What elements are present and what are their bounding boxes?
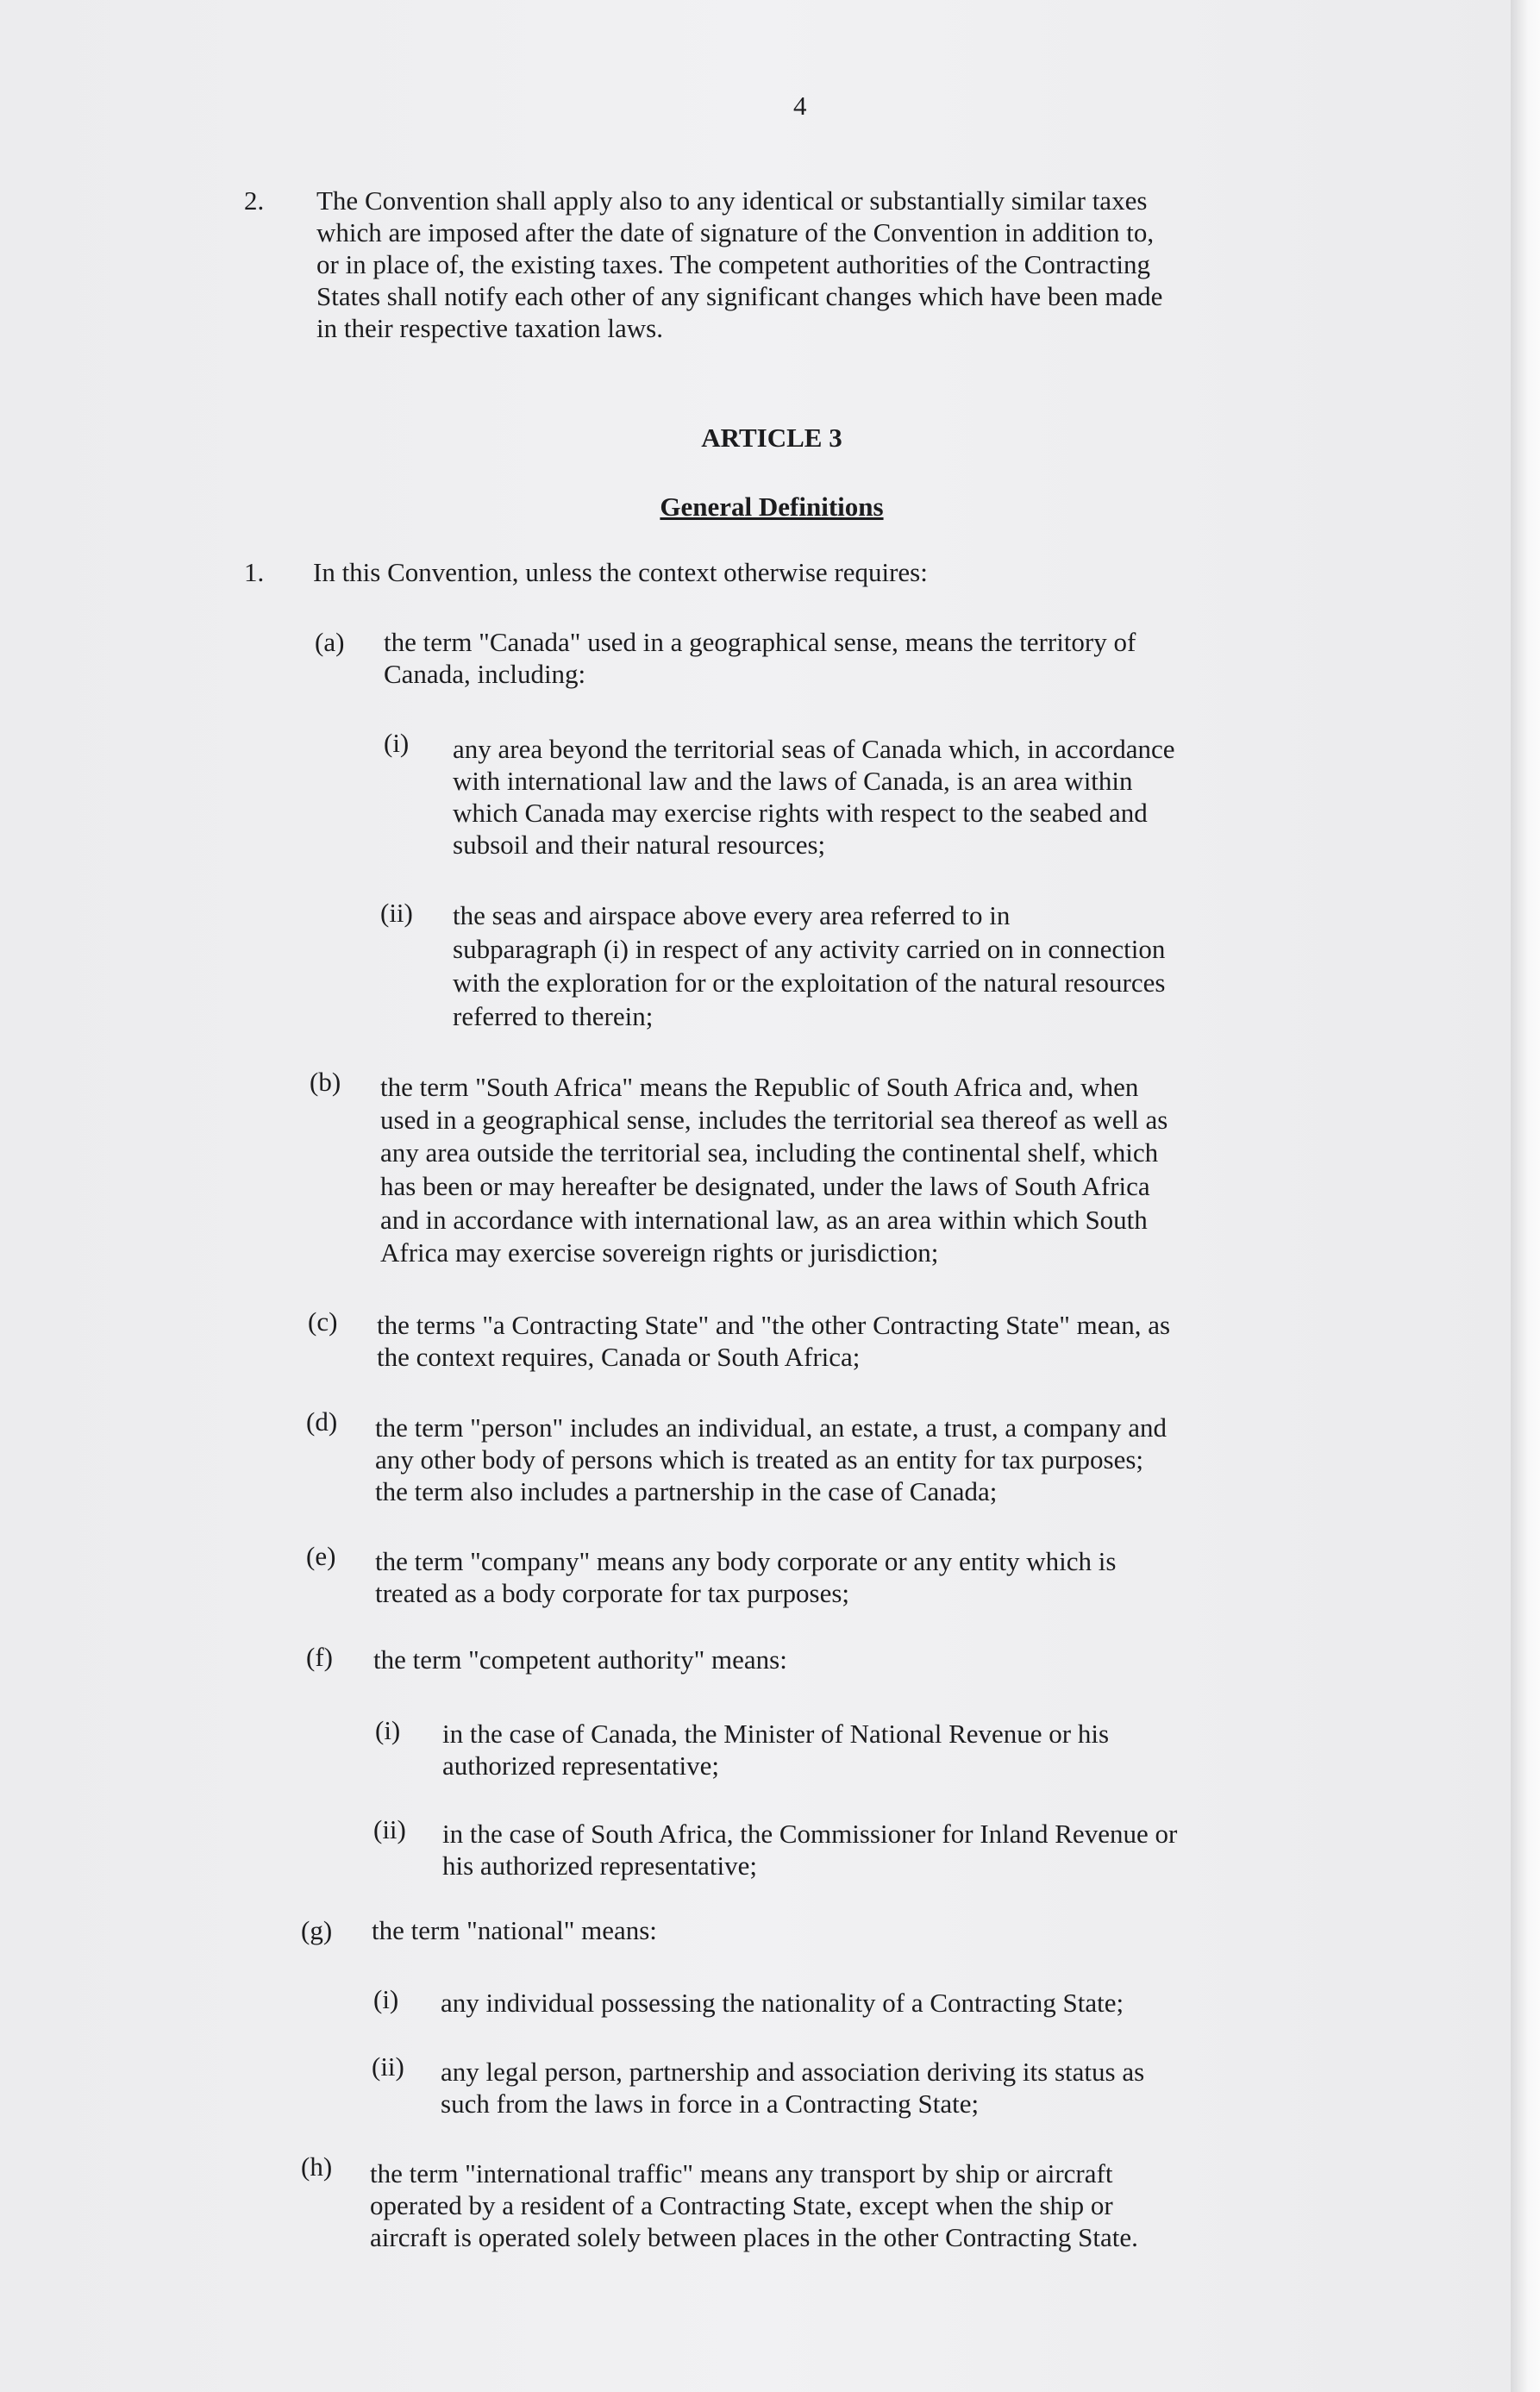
item-f-line: the term "competent authority" means: — [373, 1644, 787, 1675]
item-g-i-line: any individual possessing the nationality of a Contracting State; — [441, 1988, 1124, 2018]
item-f-i-label: (i) — [375, 1715, 401, 1745]
item-a-ii-line: with the exploration for or the exploitation of the natural resources — [453, 967, 1166, 998]
item-g-ii-line: such from the laws in force in a Contracting State; — [441, 2088, 980, 2119]
item-a-line: Canada, including: — [384, 659, 586, 689]
item-h-line: operated by a resident of a Contracting State, except when the ship or — [370, 2190, 1113, 2220]
item-a-i-line: which Canada may exercise rights with respect to the seabed and — [453, 798, 1148, 828]
item-a-i-line: subsoil and their natural resources; — [453, 830, 826, 860]
item-d-line: the term "person" includes an individual, an estate, a trust, a company and — [375, 1412, 1168, 1443]
para2-line: or in place of, the existing taxes. The competent authorities of the Contracting — [316, 249, 1151, 279]
item-f-i-line: authorized representative; — [442, 1750, 720, 1781]
item-f-ii-line: his authorized representative; — [442, 1850, 757, 1881]
item-a-line: the term "Canada" used in a geographical sense, means the territory of — [384, 627, 1136, 657]
item-d-label: (d) — [306, 1406, 338, 1437]
item-b-line: and in accordance with international law, as an area within which South — [380, 1205, 1148, 1235]
item-c-line: the context requires, Canada or South Africa; — [377, 1342, 861, 1372]
item-f-label: (f) — [306, 1642, 333, 1672]
item-h-line: the term "international traffic" means any transport by ship or aircraft — [370, 2158, 1113, 2188]
page-edge-shadow — [1511, 0, 1540, 2392]
item-a-i-line: any area beyond the territorial seas of Canada which, in accordance — [453, 734, 1175, 764]
item-d-line: the term also includes a partnership in the case of Canada; — [375, 1476, 998, 1506]
item-g-ii-label: (ii) — [372, 2051, 404, 2082]
para1-number: 1. — [244, 557, 265, 587]
item-b-label: (b) — [310, 1067, 341, 1097]
item-h-label: (h) — [301, 2151, 333, 2182]
item-e-line: treated as a body corporate for tax purposes; — [375, 1578, 850, 1608]
item-b-line: the term "South Africa" means the Republic of South Africa and, when — [380, 1072, 1139, 1102]
item-f-ii-line: in the case of South Africa, the Commissioner for Inland Revenue or — [442, 1819, 1178, 1849]
para1-text: In this Convention, unless the context otherwise requires: — [313, 557, 928, 587]
article-heading: ARTICLE 3 — [701, 423, 842, 453]
para2-number: 2. — [244, 185, 265, 216]
item-g-line: the term "national" means: — [372, 1915, 657, 1945]
para2-line: in their respective taxation laws. — [316, 313, 664, 343]
item-b-line: any area outside the territorial sea, including the continental shelf, which — [380, 1137, 1159, 1168]
item-e-line: the term "company" means any body corporate or any entity which is — [375, 1546, 1117, 1576]
para2-line: The Convention shall apply also to any identical or substantially similar taxes — [316, 185, 1148, 216]
item-c-line: the terms "a Contracting State" and "the other Contracting State" mean, as — [377, 1310, 1171, 1340]
item-h-line: aircraft is operated solely between places in the other Contracting State. — [370, 2222, 1138, 2252]
item-f-ii-label: (ii) — [373, 1814, 406, 1844]
article-title: General Definitions — [660, 492, 884, 522]
item-a-ii-label: (ii) — [380, 898, 413, 928]
page-number: 4 — [793, 91, 807, 121]
item-a-ii-line: subparagraph (i) in respect of any activity carried on in connection — [453, 934, 1166, 964]
item-b-line: has been or may hereafter be designated, under the laws of South Africa — [380, 1171, 1150, 1201]
item-a-i-line: with international law and the laws of Canada, is an area within — [453, 766, 1133, 796]
para2-line: which are imposed after the date of signature of the Convention in addition to, — [316, 217, 1155, 247]
item-g-i-label: (i) — [373, 1984, 399, 2014]
item-b-line: used in a geographical sense, includes the territorial sea thereof as well as — [380, 1105, 1168, 1135]
item-b-line: Africa may exercise sovereign rights or jurisdiction; — [380, 1237, 939, 1268]
item-e-label: (e) — [306, 1541, 336, 1571]
item-a-i-label: (i) — [384, 728, 410, 758]
item-f-i-line: in the case of Canada, the Minister of National Revenue or his — [442, 1719, 1110, 1749]
item-d-line: any other body of persons which is treated as an entity for tax purposes; — [375, 1444, 1144, 1475]
item-g-ii-line: any legal person, partnership and association deriving its status as — [441, 2057, 1145, 2087]
item-c-label: (c) — [308, 1306, 338, 1337]
item-a-ii-line: the seas and airspace above every area referred to in — [453, 900, 1011, 930]
item-a-ii-line: referred to therein; — [453, 1001, 654, 1031]
item-a-label: (a) — [315, 627, 345, 657]
item-g-label: (g) — [301, 1915, 333, 1945]
para2-line: States shall notify each other of any significant changes which have been made — [316, 281, 1163, 311]
